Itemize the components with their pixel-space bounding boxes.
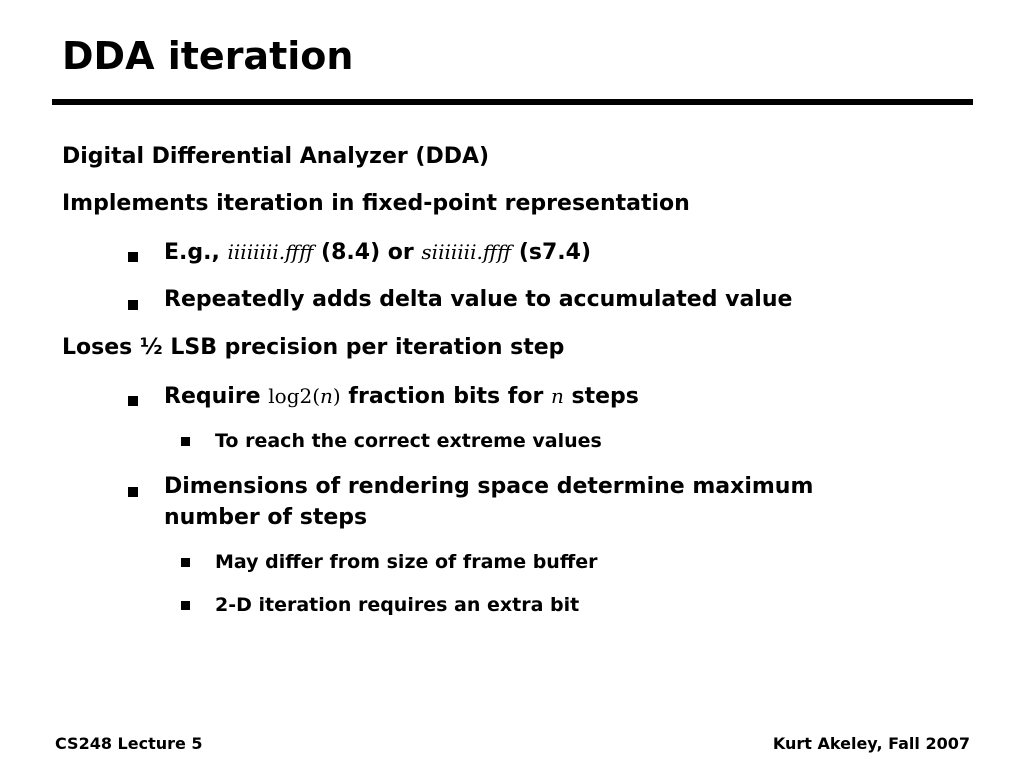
square-bullet-icon bbox=[128, 300, 138, 310]
bullet-fixed-point: Implements iteration in fixed-point representation bbox=[62, 191, 690, 216]
bullet-frame-buffer: May differ from size of frame buffer bbox=[215, 551, 598, 573]
bullet-fraction-bits bbox=[164, 381, 639, 412]
square-bullet-icon bbox=[181, 601, 190, 610]
footer-author: Kurt Akeley, Fall 2007 bbox=[772, 734, 970, 753]
bullet-adds-delta: Repeatedly adds delta value to accumulated value bbox=[164, 287, 793, 312]
format-8-4: iiiiiiii.ffff bbox=[227, 240, 314, 264]
log2-function: log2( bbox=[268, 384, 321, 408]
bullet-extreme-values: To reach the correct extreme values bbox=[215, 430, 602, 452]
variable-n: n bbox=[550, 384, 564, 408]
bullet-dda-definition: Digital Differential Analyzer (DDA) bbox=[62, 144, 490, 169]
footer-course: CS248 Lecture 5 bbox=[55, 734, 203, 753]
example-prefix: E.g., bbox=[164, 240, 228, 265]
steps-text: steps bbox=[563, 384, 639, 409]
square-bullet-icon bbox=[181, 558, 190, 567]
format-s7-4: siiiiiii.ffff bbox=[421, 240, 512, 264]
example-middle: (8.4) or bbox=[313, 240, 422, 265]
variable-n: n bbox=[320, 384, 333, 408]
bullet-extra-bit: 2-D iteration requires an extra bit bbox=[215, 594, 580, 616]
square-bullet-icon bbox=[128, 252, 138, 262]
bullet-dimensions-line1: Dimensions of rendering space determine maximum bbox=[164, 474, 814, 499]
require-prefix: Require bbox=[164, 384, 269, 409]
bullet-dimensions-line2: number of steps bbox=[164, 505, 368, 530]
square-bullet-icon bbox=[128, 487, 138, 497]
square-bullet-icon bbox=[181, 437, 190, 446]
example-suffix: (s7.4) bbox=[511, 240, 592, 265]
log2-close-paren: ) bbox=[332, 384, 341, 408]
title-divider bbox=[52, 99, 973, 105]
slide-title: DDA iteration bbox=[62, 34, 354, 78]
bullet-loses-precision: Loses ½ LSB precision per iteration step bbox=[62, 335, 565, 360]
square-bullet-icon bbox=[128, 396, 138, 406]
bullet-example-format bbox=[164, 237, 591, 268]
fraction-bits-text: fraction bits for bbox=[340, 384, 551, 409]
